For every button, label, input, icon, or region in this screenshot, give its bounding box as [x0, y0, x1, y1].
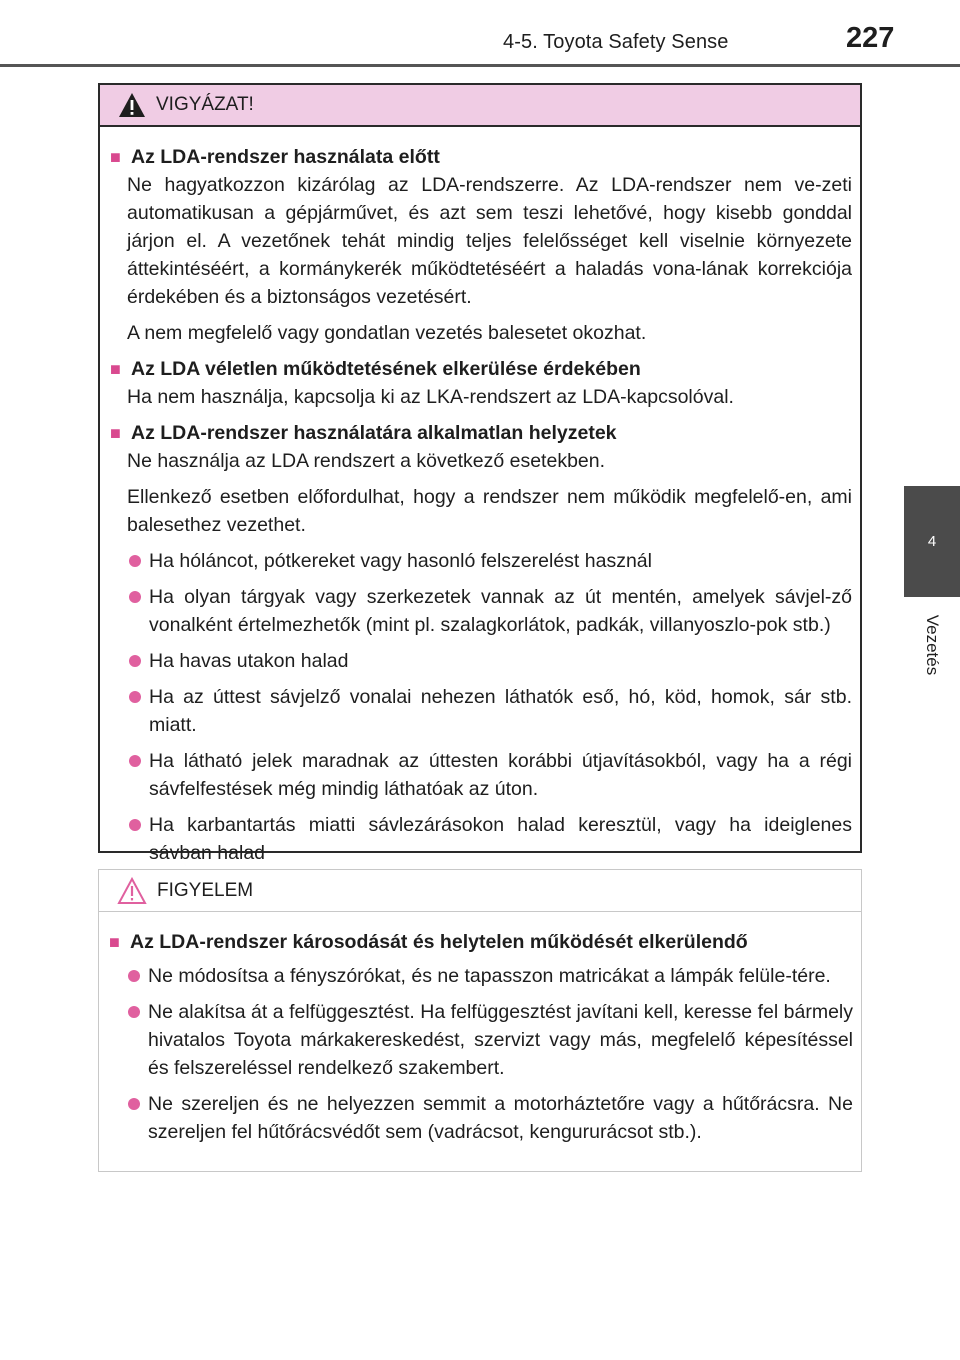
section-title-text: Az LDA-rendszer károsodását és helytelen működését elkerülendő — [130, 931, 748, 953]
square-bullet-icon: ■ — [110, 359, 121, 379]
warning-box-body — [100, 127, 860, 867]
list-item — [126, 962, 853, 990]
section-title-text: Az LDA-rendszer használatára alkalmatlan helyzetek — [131, 422, 617, 444]
bullet-dot-icon — [128, 1098, 140, 1110]
bullet-list — [127, 547, 852, 867]
warning-section — [110, 143, 852, 347]
bullet-dot-icon — [129, 755, 141, 767]
notice-box — [98, 869, 862, 1172]
chapter-tab — [904, 486, 960, 597]
bullet-dot-icon — [129, 555, 141, 567]
list-item-text: Ha látható jelek maradnak az úttesten korábbi útjavításokból, vagy ha a régi sávfelfestések még mindig láthatóak az úton. — [149, 750, 852, 800]
paragraph: Ellenkező esetben előfordulhat, hogy a rendszer nem működik megfelelő-en, ami balesethez vezethet. — [127, 486, 852, 536]
bullet-dot-icon — [129, 591, 141, 603]
list-item — [127, 547, 852, 575]
list-item-text: Ha olyan tárgyak vagy szerkezetek vannak az út mentén, amelyek sávjel-ző vonalként értelmezhetők (mint pl. szalagkorlátok, padkák, villanyoszlo-pok stb.) — [149, 586, 852, 636]
list-item-text: Ha hóláncot, pótkereket vagy hasonló felszerelést használ — [149, 550, 652, 572]
square-bullet-icon: ■ — [109, 932, 120, 952]
notice-box-header — [99, 870, 861, 912]
warning-box-header — [100, 85, 860, 127]
section-title — [109, 928, 853, 956]
list-item — [126, 998, 853, 1082]
paragraph: Ha nem használja, kapcsolja ki az LKA-rendszert az LDA-kapcsolóval. — [127, 386, 734, 408]
list-item — [127, 747, 852, 803]
bullet-dot-icon — [129, 819, 141, 831]
warning-section — [110, 419, 852, 867]
list-item — [127, 811, 852, 867]
square-bullet-icon: ■ — [110, 423, 121, 443]
section-title — [110, 419, 852, 447]
warning-box-title: VIGYÁZAT! — [156, 94, 254, 115]
list-item — [126, 1090, 853, 1146]
notice-section — [109, 928, 853, 1146]
chapter-number: 4 — [927, 533, 937, 550]
warning-section — [110, 355, 852, 411]
list-item-text: Ha az úttest sávjelző vonalai nehezen láthatók eső, hó, köd, homok, sár stb. miatt. — [149, 686, 852, 736]
notice-box-title: FIGYELEM — [157, 879, 254, 901]
bullet-dot-icon — [129, 691, 141, 703]
list-item-text: Ne szereljen és ne helyezzen semmit a motorháztetőre vagy a hűtőrácsra. Ne szereljen fel hűtőrácsvédőt sem (vadrácsot, kengururácsot stb.). — [148, 1093, 853, 1143]
running-header-section: 4-5. Toyota Safety Sense — [503, 31, 729, 53]
page-number: 227 — [846, 22, 895, 54]
bullet-list — [126, 962, 853, 1146]
chapter-label: Vezetés — [923, 614, 942, 676]
section-title — [110, 355, 852, 383]
bullet-dot-icon — [128, 1006, 140, 1018]
bullet-dot-icon — [128, 970, 140, 982]
caution-triangle-outline-icon — [117, 877, 147, 905]
section-title-text: Az LDA-rendszer használata előtt — [131, 146, 440, 168]
paragraph: Ne használja az LDA rendszert a következő esetekben. — [127, 450, 606, 472]
paragraph: A nem megfelelő vagy gondatlan vezetés balesetet okozhat. — [127, 322, 647, 344]
list-item — [127, 683, 852, 739]
list-item-text: Ne módosítsa a fényszórókat, és ne tapasszon matricákat a lámpák felüle-tére. — [148, 965, 831, 987]
list-item — [127, 583, 852, 639]
square-bullet-icon: ■ — [110, 147, 121, 167]
bullet-dot-icon — [129, 655, 141, 667]
list-item-text: Ha havas utakon halad — [149, 650, 349, 672]
section-title — [110, 143, 852, 171]
header-rule — [0, 64, 960, 67]
paragraph: Ne hagyatkozzon kizárólag az LDA-rendszerre. Az LDA-rendszer nem ve-zeti automatikusan a gépjárművet, és azt sem teszi lehetővé, hogy kisebb gonddal járjon el. A vezetőnek tehát mindig teljes felelősséget kell viselnie környezete áttekintéséért, a kormánykerék működtetéséért a haladás vona-lának korrekciója érdekében és a biztonságos vezetésért. — [127, 174, 852, 308]
list-item — [127, 647, 852, 675]
notice-box-body — [99, 912, 861, 1146]
section-title-text: Az LDA véletlen működtetésének elkerülése érdekében — [131, 358, 641, 380]
list-item-text: Ne alakítsa át a felfüggesztést. Ha felfüggesztést javítani kell, keresse fel bármely hivatalos Toyota márkakereskedést, szervizt vagy más, megfelelő képesítéssel és felszereléssel rendelkező szakembert. — [148, 1001, 853, 1079]
list-item-text: Ha karbantartás miatti sávlezárásokon halad keresztül, vagy ha ideiglenes sávban halad — [149, 814, 852, 864]
warning-triangle-icon — [118, 92, 146, 118]
warning-box — [98, 83, 862, 864]
